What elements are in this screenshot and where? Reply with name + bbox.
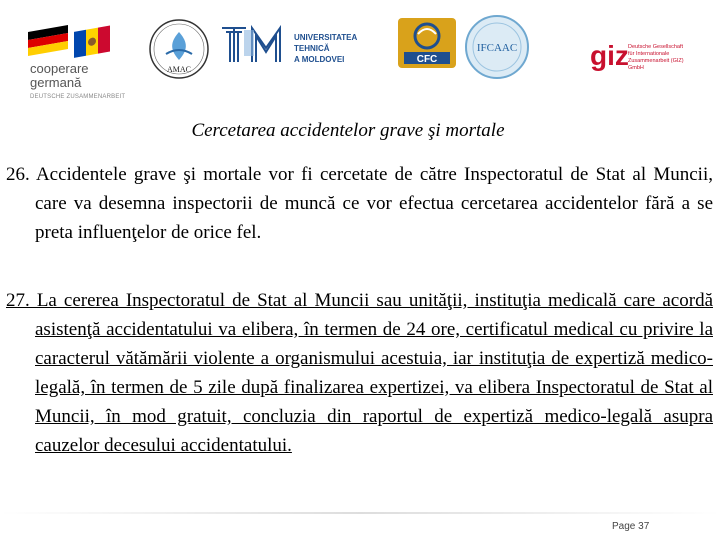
utm-logo (218, 22, 388, 66)
giz-logo (590, 42, 700, 82)
article-27-paragraph (6, 286, 713, 460)
giz-sub2: für Internationale (628, 51, 670, 57)
article-27-text: 27. La cererea Inspectoratul de Stat al Muncii sau unităţii, instituţia medicală care acordă asistenţă accidentatului va elibera, în termen de 24 ore, certificatul medical cu privire la caracterul vătămării violente a organismului acestuia, iar instituţia de expertiză medico-legală, în termen de 5 zile după finalizarea expertizei, va elibera Inspectoratul de Stat al Muncii, în mod gratuit, concluzia din raportul de expertiză medico-legală asupra cauzelor decesului accidentatului. (6, 290, 713, 456)
logo-bar (0, 0, 720, 100)
coop-line2: germană (30, 75, 82, 90)
amac-logo (148, 18, 210, 80)
ifcaac-logo (462, 14, 532, 80)
cfc-logo (396, 16, 458, 70)
utm-line2: A MOLDOVEI (294, 55, 345, 64)
giz-sub3: Zusammenarbeit (GIZ) GmbH (628, 58, 684, 71)
utm-mark-icon (218, 22, 292, 66)
giz-sub1: Deutsche Gesellschaft (628, 44, 684, 50)
coop-sub: DEUTSCHE ZUSAMMENARBEIT (30, 94, 126, 100)
footer-divider (0, 512, 720, 514)
ifcaac-text: IFCAAC (476, 42, 518, 54)
utm-line1: UNIVERSITATEA TEHNICĂ (294, 33, 357, 53)
cooperare-germana-logo (30, 62, 125, 104)
page-number: Page 37 (612, 521, 650, 532)
cfc-text: CFC (416, 54, 438, 65)
giz-wordmark: giz (590, 40, 629, 71)
section-title: Cercetarea accidentelor grave şi mortale (191, 120, 505, 141)
flags-logo (28, 18, 138, 58)
article-26-paragraph: 26. Accidentele grave şi mortale vor fi cercetate de către Inspectoratul de Stat al Muncii, care va desemna inspectorii de muncă ce vor efectua cercetarea accidentelor fără a se preta influenţelor de orice fel. (6, 164, 713, 243)
coop-line1: cooperare (30, 61, 89, 76)
amac-text: AMAC (166, 65, 192, 74)
